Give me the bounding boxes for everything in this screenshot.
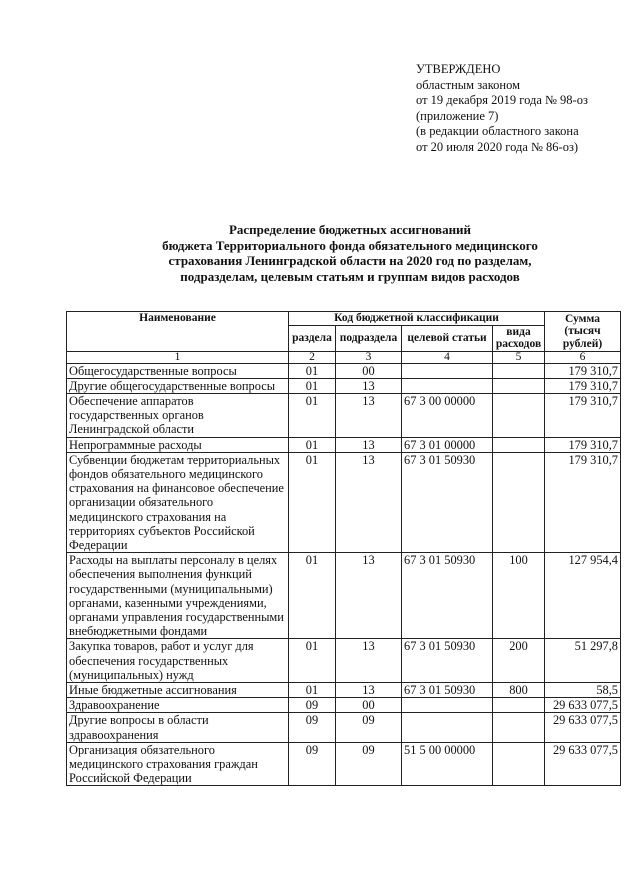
row-type [493,452,545,552]
row-name: Другие общегосударственные вопросы [67,378,289,393]
table-row [67,639,621,683]
row-section: 01 [289,553,336,639]
row-subsection: 13 [336,378,402,393]
row-section: 01 [289,393,336,437]
row-target: 67 3 01 50930 [402,452,493,552]
row-name: Здравоохранение [67,698,289,713]
row-section: 09 [289,713,336,742]
row-name: Общегосударственные вопросы [67,363,289,378]
header-subsection: подраздела [336,325,402,351]
row-sum: 58,5 [545,682,621,697]
table-row [67,363,621,378]
table-row [67,393,621,437]
row-sum: 29 633 077,5 [545,742,621,786]
table-row [67,682,621,697]
row-type: 200 [493,639,545,683]
row-subsection: 09 [336,713,402,742]
title-line: подразделам, целевым статьям и группам видов расходов [180,268,520,284]
column-index: 4 [402,351,493,363]
row-target: 67 3 01 50930 [402,682,493,697]
row-name: Закупка товаров, работ и услуг для обеспечения государственных (муниципальных) нужд [67,639,289,683]
row-type [493,393,545,437]
column-index-row [67,351,621,363]
approval-line: от 20 июля 2020 года № 86-оз) [416,139,579,154]
row-sum: 51 297,8 [545,639,621,683]
row-sum: 179 310,7 [545,393,621,437]
header-sum: Сумма (тысяч рублей) [545,312,621,352]
row-subsection: 13 [336,452,402,552]
row-target: 51 5 00 00000 [402,742,493,786]
row-type [493,698,545,713]
column-index: 1 [67,351,289,363]
row-sum: 127 954,4 [545,553,621,639]
row-type: 100 [493,553,545,639]
row-sum: 29 633 077,5 [545,698,621,713]
header-target: целевой статьи [402,325,493,351]
row-section: 09 [289,698,336,713]
row-name: Субвенции бюджетам территориальных фондов обязательного медицинского страхования на финансовое обеспечение организации обязательного медицинского страхования на территориях субъектов Российской Федерации [67,452,289,552]
row-name: Другие вопросы в области здравоохранения [67,713,289,742]
approval-line: от 19 декабря 2019 года № 98-оз [416,93,588,108]
row-type [493,713,545,742]
budget-table [66,311,621,786]
row-subsection: 13 [336,437,402,452]
row-name: Непрограммные расходы [67,437,289,452]
row-name: Организация обязательного медицинского страхования граждан Российской Федерации [67,742,289,786]
row-target: 67 3 01 00000 [402,437,493,452]
row-subsection: 13 [336,639,402,683]
row-name: Иные бюджетные ассигнования [67,682,289,697]
row-section: 09 [289,742,336,786]
header-section: раздела [289,325,336,351]
table-row [67,713,621,742]
row-section: 01 [289,639,336,683]
row-type [493,378,545,393]
row-section: 01 [289,452,336,552]
row-type [493,363,545,378]
header-name: Наименование [67,312,289,352]
row-subsection: 09 [336,742,402,786]
row-type [493,437,545,452]
column-index: 6 [545,351,621,363]
title-line: страхования Ленинградской области на 2020 год по разделам, [168,253,532,269]
table-row [67,742,621,786]
row-subsection: 13 [336,682,402,697]
table-row [67,378,621,393]
approval-line: УТВЕРЖДЕНО [416,62,501,76]
header-type: вида расходов [493,325,545,351]
row-target: 67 3 01 50930 [402,639,493,683]
table-row [67,452,621,552]
title-line: бюджета Территориального фонда обязательного медицинского [162,237,538,253]
row-target [402,363,493,378]
row-name: Расходы на выплаты персоналу в целях обеспечения выполнения функций государственными (муниципальными) органами, казенными учреждениями, органами управления государственными внебюджетными фондами [67,553,289,639]
row-subsection: 13 [336,393,402,437]
column-index: 2 [289,351,336,363]
row-target: 67 3 00 00000 [402,393,493,437]
approval-line: (в редакции областного закона [416,124,579,139]
row-target: 67 3 01 50930 [402,553,493,639]
row-subsection: 00 [336,698,402,713]
approval-stamp [416,62,588,156]
row-target [402,713,493,742]
column-index: 3 [336,351,402,363]
row-sum: 29 633 077,5 [545,713,621,742]
title-line: Распределение бюджетных ассигнований [228,222,472,237]
row-sum: 179 310,7 [545,378,621,393]
approval-line: (приложение 7) [416,108,499,123]
row-type: 800 [493,682,545,697]
row-target [402,698,493,713]
row-section: 01 [289,363,336,378]
row-subsection: 13 [336,553,402,639]
header-code-group: Код бюджетной классификации [289,312,545,326]
row-type [493,742,545,786]
row-target [402,378,493,393]
document-title [60,222,640,284]
table-row [67,698,621,713]
table-row [67,437,621,452]
column-index: 5 [493,351,545,363]
row-subsection: 00 [336,363,402,378]
table-row [67,553,621,639]
row-section: 01 [289,378,336,393]
row-name: Обеспечение аппаратов государственных органов Ленинградской области [67,393,289,437]
row-section: 01 [289,682,336,697]
row-sum: 179 310,7 [545,437,621,452]
row-section: 01 [289,437,336,452]
row-sum: 179 310,7 [545,363,621,378]
approval-line: областным законом [416,77,521,92]
row-sum: 179 310,7 [545,452,621,552]
